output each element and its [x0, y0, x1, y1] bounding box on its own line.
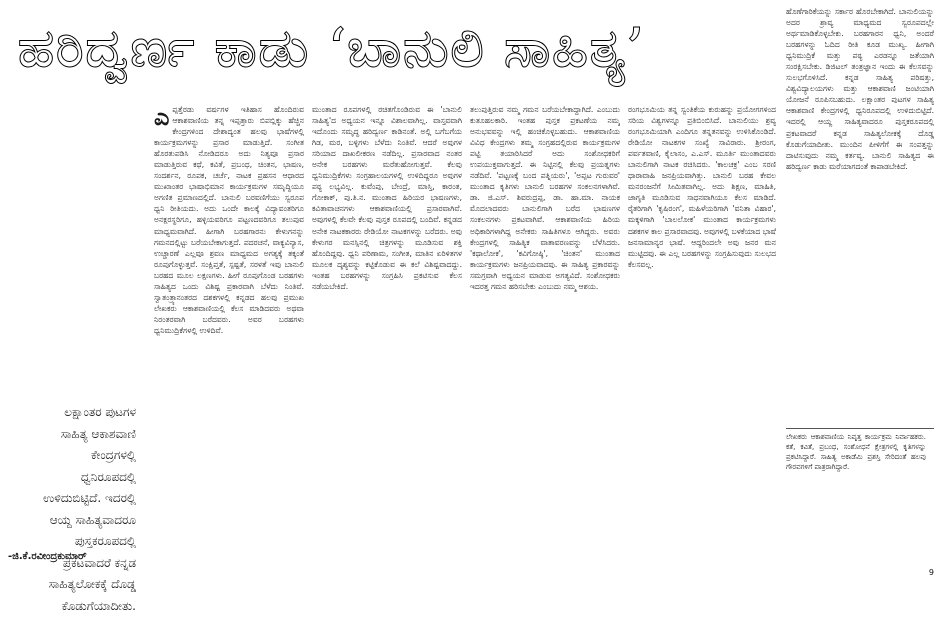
article-column-4 — [628, 104, 776, 579]
author-note — [786, 432, 926, 572]
pull-quote-line: ಆಯ್ದ ಸಾಹಿತ್ಯವಾದರೂ — [8, 510, 136, 532]
pull-quote — [8, 402, 136, 617]
column-text — [154, 357, 304, 368]
article-column-1-cont — [154, 357, 304, 579]
column-text: ಪ್ಪತ್ತೆರಡು ವರ್ಷಗಳ ಇತಿಹಾಸ ಹೊಂದಿರುವ ಆಕಾಶವಾಣಿಯ ತನ್ನ ಇಪ್ಪತ್ತಾರು ಬಿಪಬ್ಲಿಕ್ಕು ಹೆಚ್ಚಿನ ಕೇಂದ್ರಗಳಿಂದ ದೇಶಾದ್ಯಂತ ಹಲವು ಭಾಷೆಗಳಲ್ಲಿ ಕಾರ್ಯಕ್ರಮಗಳನ್ನು ಪ್ರಸಾರ ಮಾಡುತ್ತಿದೆ. ಸಂಗೀತ ಹೊರತುಪಡಿಸಿ ನೋಡಿದರೂ ಅದು ನಿತ್ಯವೂ ಪ್ರಸಾರ ಮಾಡುತ್ತಿರುವ ಕಥೆ, ಕವಿತೆ, ಪ್ರಬಂಧ, ಚಿಂತನ, ಭಾಷಣ, ಸಂದರ್ಶನ, ರೂಪಕ, ಚರ್ಚೆ, ನಾಟಕ ಪ್ರಹಸನ ಆಧಾರದ ಮುಖಾಂತರ ಭಾಷಾಭಿಮಾನ ಕಾರ್ಯಕ್ರಮಗಳ ಸಮೃದ್ಧಿಯೂ ಅಗಣಿತ ಪ್ರಮಾಣದಲ್ಲಿದೆ. ಬಾನುಲಿ ಬರವಣಿಗೆಯು ಸ್ವರೂಪ ಧ್ವನಿ ರೀತಿಯದು. ಅದು ಒಂದೇ ಕಾಲಕ್ಕೆ ವಿದ್ಯಾವಂತರಿಗೂ ಅನಕ್ಷರಸ್ಥರಿಗೂ, ಹಳ್ಳಿಯವರಿಗೂ ಪಟ್ಟಣದವರಿಗೂ ತಲುಪುವ ಮಾಧ್ಯಮವಾಗಿದೆ. ಹೀಗಾಗಿ ಬರಹಗಾರನು ಕೇಳುಗನನ್ನು ಗಮನದಲ್ಲಿಟ್ಟು ಬರೆಯಬೇಕಾಗುತ್ತದೆ. ಪದರಚನೆ, ವಾಕ್ಯವಿನ್ಯಾಸ, ಉಚ್ಚಾರಣೆ ಎಲ್ಲವೂ ಶ್ರವಣ ಮಾಧ್ಯಮದ ಅಗತ್ಯಕ್ಕೆ ತಕ್ಕಂತೆ ರೂಪುಗೊಳ್ಳುತ್ತವೆ. ಸಂಕ್ಷಿಪ್ತತೆ, ಸ್ಪಷ್ಟತೆ, ಸರಳತೆ ಇವು ಬಾನುಲಿ ಬರಹದ ಮೂಲ ಲಕ್ಷಣಗಳು. ಹೀಗೆ ರೂಪುಗೊಂಡ ಬರಹಗಳು ಸಾಹಿತ್ಯದ ಒಂದು ವಿಶಿಷ್ಟ ಪ್ರಕಾರವಾಗಿ ಬೆಳೆದು ನಿಂತಿವೆ. ಸ್ವಾತಂತ್ರ್ಯಾನಂತರದ ದಶಕಗಳಲ್ಲಿ ಕನ್ನಡದ ಹಲವು ಪ್ರಮುಖ ಲೇಖಕರು ಆಕಾಶವಾಣಿಯಲ್ಲಿ ಕೆಲಸ ಮಾಡಿದವರು ಅಥವಾ ನಿರಂತರವಾಗಿ ಬರೆದವರು. ಅವರ ಬರಹಗಳು ಧ್ವನಿಮುದ್ರಿಕೆಗಳಲ್ಲಿ ಉಳಿದಿವೆ. — [154, 104, 304, 336]
article-headline: ಹರಿದ್ವರ್ಣ ಕಾಡು ‘ಬಾನುಲಿ ಸಾಹಿತ್ಯ’ — [18, 6, 708, 92]
article-column-3 — [470, 104, 620, 579]
column-text: ಹೊಣೆಗಾರಿಕೆಯನ್ನು ಸರ್ಕಾರ ಹೊರಬೇಕಾಗಿದೆ. ಬಾನುಲಿಯನ್ನು ಅದರ ಶ್ರಾವ್ಯ ಮಾಧ್ಯಮದ ಸ್ವರೂಪದಲ್ಲೇ ಅರ್ಥಮಾಡಿಕೊಳ್ಳಬೇಕು. ಬರಹಗಾರನ ಧ್ವನಿ, ಅಂದರೆ ಬರಹಗಳನ್ನು ಓದಿದ ರೀತಿ ಕೂಡ ಮುಖ್ಯ. ಹೀಗಾಗಿ ಧ್ವನಿಮುದ್ರಿಕೆ ಮತ್ತು ಪಠ್ಯ ಎರಡನ್ನೂ ಜತೆಯಾಗಿ ಸಂರಕ್ಷಿಸಬೇಕು. ಡಿಜಿಟಲ್ ತಂತ್ರಜ್ಞಾನ ಇಂದು ಈ ಕೆಲಸವನ್ನು ಸುಲಭಗೊಳಿಸಿದೆ. ಕನ್ನಡ ಸಾಹಿತ್ಯ ಪರಿಷತ್ತು, ವಿಶ್ವವಿದ್ಯಾಲಯಗಳು ಮತ್ತು ಆಕಾಶವಾಣಿ ಜಂಟಿಯಾಗಿ ಯೋಜನೆ ರೂಪಿಸಬಹುದು. ಲಕ್ಷಾಂತರ ಪುಟಗಳ ಸಾಹಿತ್ಯ ಆಕಾಶವಾಣಿ ಕೇಂದ್ರಗಳಲ್ಲಿ ಧ್ವನಿರೂಪದಲ್ಲಿ ಉಳಿದುಬಿಟ್ಟಿದೆ. ಇದರಲ್ಲಿ ಆಯ್ದ ಸಾಹಿತ್ಯವಾದರೂ ಪುಸ್ತಕರೂಪದಲ್ಲಿ ಪ್ರಕಟವಾದರೆ ಕನ್ನಡ ಸಾಹಿತ್ಯಲೋಕಕ್ಕೆ ದೊಡ್ಡ ಕೊಡುಗೆಯಾದೀತು. ಮುಂದಿನ ಪೀಳಿಗೆಗೆ ಈ ಸಂಪತ್ತನ್ನು ದಾಟಿಸುವುದು ನಮ್ಮ ಕರ್ತವ್ಯ. ಬಾನುಲಿ ಸಾಹಿತ್ಯದ ಈ ಹರಿದ್ವರ್ಣ ಕಾಡು ಮರೆಯಾಗದಂತೆ ಕಾಪಾಡಬೇಕಿದೆ. — [786, 6, 934, 172]
column-text: ರಂಗಭೂಮಿಯ ತನ್ನ ಸ್ವಂತಿಕೆಯ ಕುರುಹನ್ನು ಪ್ರಯೋಗಗಳಿಂದ ಸರಿಯ ವಿಶ್ವಗಳನ್ನೂ ಪ್ರತಿಬಿಂಬಿಸಿದೆ. ಬಾನುಲಿಯು ಶ್ರವ್ಯ ರಂಗಭೂಮಿಯಾಗಿ ಎಂದಿಗೂ ತನ್ನತನವನ್ನು ಉಳಿಸಿಕೊಂಡಿದೆ. ರೇಡಿಯೋ ನಾಟಕಗಳ ಸಂಖ್ಯೆ ಸಾವಿರಾರು. ಶ್ರೀರಂಗ, ಪರ್ವತವಾಣಿ, ಕೈಲಾಸಂ, ಎ.ಎಸ್. ಮೂರ್ತಿ ಮುಂತಾದವರು ಬಾನುಲಿಗಾಗಿ ನಾಟಕ ರಚಿಸಿದರು. 'ಕಾಲಚಕ್ರ' ಎಂಬ ಸರಣಿ ಧಾರಾವಾಹಿ ಜನಪ್ರಿಯವಾಗಿತ್ತು. ಬಾನುಲಿ ಬರಹ ಕೇವಲ ಮನರಂಜನೆಗೆ ಸೀಮಿತವಾಗಿಲ್ಲ. ಅದು ಶಿಕ್ಷಣ, ಮಾಹಿತಿ, ಜಾಗೃತಿ ಮೂಡಿಸುವ ಸಾಧನವಾಗಿಯೂ ಕೆಲಸ ಮಾಡಿದೆ. ರೈತರಿಗಾಗಿ 'ಕೃಷಿರಂಗ', ಮಹಿಳೆಯರಿಗಾಗಿ 'ವನಿತಾ ವಿಹಾರ', ಮಕ್ಕಳಿಗಾಗಿ 'ಬಾಲಲೋಕ' ಮುಂತಾದ ಕಾರ್ಯಕ್ರಮಗಳು ದಶಕಗಳ ಕಾಲ ಪ್ರಸಾರವಾದವು. ಅವುಗಳಲ್ಲಿ ಬಳಕೆಯಾದ ಭಾಷೆ ಜನಸಾಮಾನ್ಯರ ಭಾಷೆ. ಆದ್ದರಿಂದಲೇ ಅವು ಜನರ ಮನ ಮುಟ್ಟಿದವು. ಈ ಎಲ್ಲ ಬರಹಗಳನ್ನು ಸಂಗ್ರಹಿಸುವುದು ಸುಲಭದ ಕೆಲಸವಲ್ಲ. — [628, 104, 776, 270]
drop-cap: ಎ — [154, 106, 169, 128]
article-column-2 — [312, 104, 462, 579]
author-note-text: ಲೇಖಕರು ಆಕಾಶವಾಣಿಯ ನಿವೃತ್ತ ಕಾರ್ಯಕ್ರಮ ನಿರ್ವಾಹಕರು. ಕತೆ, ಕವಿತೆ, ಪ್ರಬಂಧ, ಸಂಶೋಧನೆ ಕ್ಷೇತ್ರಗಳಲ್ಲಿ ಕೃತಿಗಳನ್ನು ಪ್ರಕಟಿಸಿದ್ದಾರೆ. ಸಾಹಿತ್ಯ ಅಕಾಡೆಮಿ ಪ್ರಶಸ್ತಿ ಸೇರಿದಂತೆ ಹಲವು ಗೌರವಗಳಿಗೆ ಪಾತ್ರರಾಗಿದ್ದಾರೆ. — [786, 432, 926, 472]
column-text: ತಲುಪುತ್ತಿರುವ ನಮ್ಮ ಗಮನ ಬರೆಯಬೇಕಾದ್ದಾಗಿದೆ. ಎಂಬುದು ಕುತೂಹಲಕಾರಿ. ಇಂತಹ ಪುಸ್ತಕ ಪ್ರಕಟಣೆಯ ನಮ್ಮ ಅನುಭವವನ್ನು ಇಲ್ಲಿ ಹಂಚಿಕೊಳ್ಳಬಹುದು. ಆಕಾಶವಾಣಿಯ ವಿವಿಧ ಕೇಂದ್ರಗಳು ತಮ್ಮ ಸಂಗ್ರಹದಲ್ಲಿರುವ ಕಾರ್ಯಕ್ರಮಗಳ ಪಟ್ಟಿ ತಯಾರಿಸಿದರೆ ಅದು ಸಂಶೋಧಕರಿಗೆ ಉಪಯುಕ್ತವಾಗುತ್ತದೆ. ಈ ನಿಟ್ಟಿನಲ್ಲಿ ಕೆಲವು ಪ್ರಯತ್ನಗಳು ನಡೆದಿವೆ. 'ಪಟ್ಟಣಕ್ಕೆ ಬಂದ ಪತ್ನಿಯರು', 'ಅಪ್ಪಟ ಗುರುವರ' ಮುಂತಾದ ಕೃತಿಗಳು ಬಾನುಲಿ ಬರಹಗಳ ಸಂಕಲನಗಳಾಗಿವೆ. ಡಾ. ಜಿ.ಎಸ್. ಶಿವರುದ್ರಪ್ಪ, ಡಾ. ಹಾ.ಮಾ. ನಾಯಕ ಮೊದಲಾದವರು ಬಾನುಲಿಗಾಗಿ ಬರೆದ ಭಾಷಣಗಳ ಸಂಕಲನಗಳು ಪ್ರಕಟವಾಗಿವೆ. ಆಕಾಶವಾಣಿಯ ಹಿರಿಯ ಅಧಿಕಾರಿಗಳಾಗಿದ್ದ ಅನೇಕರು ಸಾಹಿತಿಗಳೂ ಆಗಿದ್ದರು. ಅವರು ಕೇಂದ್ರಗಳಲ್ಲಿ ಸಾಹಿತ್ಯಿಕ ವಾತಾವರಣವನ್ನು ಬೆಳೆಸಿದರು. 'ಕಥಾಲೋಕ', 'ಕವಿಗೋಷ್ಠಿ', 'ಚಿಂತನ' ಮುಂತಾದ ಕಾರ್ಯಕ್ರಮಗಳು ಜನಪ್ರಿಯವಾದವು. ಈ ಸಾಹಿತ್ಯ ಪ್ರಕಾರವನ್ನು ಸಮಗ್ರವಾಗಿ ಅಧ್ಯಯನ ಮಾಡುವ ಅಗತ್ಯವಿದೆ. ಸಂಶೋಧಕರು ಇದರತ್ತ ಗಮನ ಹರಿಸಬೇಕು ಎಂಬುದು ನಮ್ಮ ಆಶಯ. — [470, 104, 620, 292]
pull-quote-line: ಧ್ವನಿರೂಪದಲ್ಲಿ — [8, 467, 136, 489]
author-note-divider — [786, 428, 934, 429]
pull-quote-line: ಪ್ರಕಟವಾದರೆ ಕನ್ನಡ — [8, 553, 136, 575]
pull-quote-line: ಕೇಂದ್ರಗಳಲ್ಲಿ — [8, 445, 136, 467]
pull-quote-line: ಉಳಿದುಬಿಟ್ಟಿದೆ. ಇದರಲ್ಲಿ — [8, 488, 136, 510]
column-text: ಮುಂತಾದ ರೂಪಗಳಲ್ಲಿ ರಚಿತಗೊಂಡಿರುವ ಈ 'ಬಾನುಲಿ ಸಾಹಿತ್ಯ'ದ ಅಧ್ಯಯನ ಇನ್ನೂ ವಿಶಾಲವಾಗಿಲ್ಲ. ವಾಸ್ತವವಾಗಿ ಇದೊಂದು ಸಮೃದ್ಧ ಹರಿದ್ವರ್ಣ ಕಾಡಿನಂತೆ. ಅಲ್ಲಿ ಬಗೆಬಗೆಯ ಗಿಡ, ಮರ, ಬಳ್ಳಿಗಳು ಬೆಳೆದು ನಿಂತಿವೆ. ಆದರೆ ಅವುಗಳ ಸರಿಯಾದ ದಾಖಲೀಕರಣ ನಡೆದಿಲ್ಲ. ಪ್ರಸಾರವಾದ ನಂತರ ಅನೇಕ ಬರಹಗಳು ಮರೆತುಹೋಗುತ್ತವೆ. ಕೆಲವು ಧ್ವನಿಮುದ್ರಿಕೆಗಳು ಸಂಗ್ರಹಾಲಯಗಳಲ್ಲಿ ಉಳಿದಿದ್ದರೂ ಅವುಗಳ ಪಠ್ಯ ಲಭ್ಯವಿಲ್ಲ. ಕುವೆಂಪು, ಬೇಂದ್ರೆ, ಮಾಸ್ತಿ, ಕಾರಂತ, ಗೋಕಾಕ್, ಪು.ತಿ.ನ. ಮುಂತಾದ ಹಿರಿಯರ ಭಾಷಣಗಳು, ಕವಿತಾವಾಚನಗಳು ಆಕಾಶವಾಣಿಯಲ್ಲಿ ಪ್ರಸಾರವಾಗಿವೆ. ಅವುಗಳಲ್ಲಿ ಕೆಲವೇ ಕೆಲವು ಪುಸ್ತಕ ರೂಪದಲ್ಲಿ ಬಂದಿವೆ. ಕನ್ನಡದ ಅನೇಕ ನಾಟಕಕಾರರು ರೇಡಿಯೋ ನಾಟಕಗಳನ್ನು ಬರೆದರು. ಅವು ಕೇಳುಗರ ಮನಸ್ಸಿನಲ್ಲಿ ಚಿತ್ರಗಳನ್ನು ಮೂಡಿಸುವ ಶಕ್ತಿ ಹೊಂದಿದ್ದವು. ಧ್ವನಿ ಪರಿಣಾಮ, ಸಂಗೀತ, ಮಾತಿನ ಏರಿಳಿತಗಳ ಮೂಲಕ ದೃಶ್ಯವನ್ನು ಕಟ್ಟಿಕೊಡುವ ಈ ಕಲೆ ವಿಶಿಷ್ಟವಾದದ್ದು. ಇಂತಹ ಬರಹಗಳನ್ನು ಸಂಗ್ರಹಿಸಿ ಪ್ರಕಟಿಸುವ ಕೆಲಸ ನಡೆಯಬೇಕಿದೆ. — [312, 104, 462, 292]
pull-quote-line: ಪುಸ್ತಕರೂಪದಲ್ಲಿ — [8, 531, 136, 553]
article-column-1 — [154, 104, 304, 354]
pull-quote-line: ಲಕ್ಷಾಂತರ ಪುಟಗಳ — [8, 402, 136, 424]
pull-quote-line: ಸಾಹಿತ್ಯ ಆಕಾಶವಾಣಿ — [8, 424, 136, 446]
pull-quote-line: ಕೊಡುಗೆಯಾದೀತು. — [8, 596, 136, 617]
author-byline: -ಜಿ.ಕೆ.ರವೀಂದ್ರಕುಮಾರ್ — [8, 551, 158, 562]
page-number: 9 — [929, 568, 934, 577]
article-column-5 — [786, 6, 934, 424]
pull-quote-line: ಸಾಹಿತ್ಯಲೋಕಕ್ಕೆ ದೊಡ್ಡ — [8, 574, 136, 596]
